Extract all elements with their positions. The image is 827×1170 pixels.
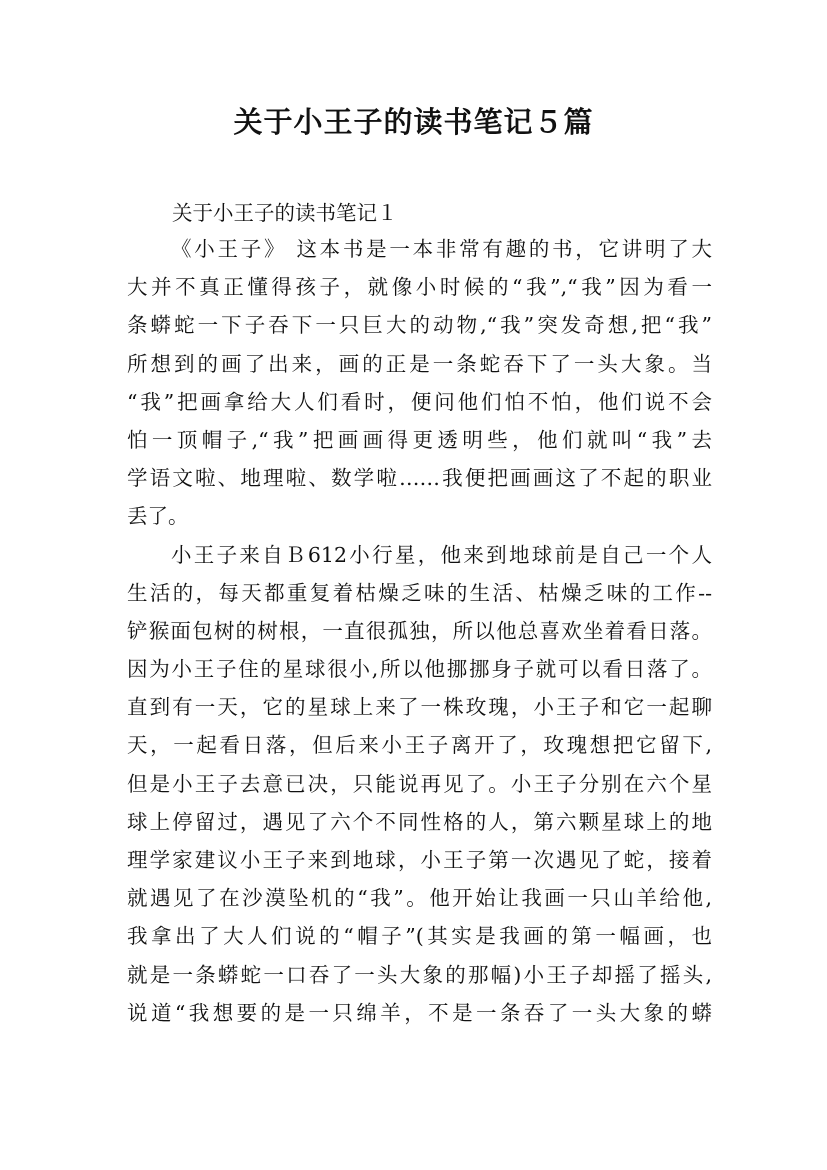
- text-line: “我”把画拿给大人们看时，便问他们怕不怕，他们说不会: [127, 389, 712, 414]
- text-line: 学语文啦、地理啦、数学啦……我便把画画这了不起的职业: [127, 466, 712, 491]
- text-line: 我拿出了大人们说的“帽子”(其实是我画的第一幅画，也: [127, 924, 712, 949]
- text-line: 说道“我想要的是一只绵羊，不是一条吞了一头大象的蟒: [127, 1000, 712, 1025]
- text-line: 条蟒蛇一下子吞下一只巨大的动物,“我”突发奇想,把“我”: [127, 313, 712, 338]
- document-title: 关于小王子的读书笔记５篇: [233, 105, 594, 139]
- text-line: 就是一条蟒蛇一口吞了一头大象的那幅)小王子却摇了摇头,: [127, 962, 712, 987]
- text-line: 怕一顶帽子,“我”把画画得更透明些，他们就叫“我”去: [127, 427, 712, 452]
- text-line: 直到有一天，它的星球上来了一株玫瑰，小王子和它一起聊: [127, 695, 712, 720]
- text-line: 就遇见了在沙漠坠机的“我”。他开始让我画一只山羊给他,: [127, 886, 712, 911]
- text-line: 球上停留过，遇见了六个不同性格的人，第六颗星球上的地: [127, 809, 712, 834]
- text-line: 但是小王子去意已决，只能说再见了。小王子分别在六个星: [127, 771, 712, 796]
- text-line: 《小王子》 这本书是一本非常有趣的书，它讲明了大: [171, 237, 712, 261]
- text-line: 小王子来自Ｂ612小行星，他来到地球前是自己一个人: [171, 542, 712, 567]
- text-line: 因为小王子住的星球很小,所以他挪挪身子就可以看日落了。: [127, 657, 712, 682]
- body-text: [127, 230, 712, 1032]
- text-line: 所想到的画了出来，画的正是一条蛇吞下了一头大象。当: [127, 351, 712, 376]
- text-line: 大并不真正懂得孩子，就像小时候的“我”,“我”因为看一: [127, 275, 712, 300]
- text-line: 生活的，每天都重复着枯燥乏味的生活、枯燥乏味的工作--: [127, 580, 712, 605]
- text-line: 天，一起看日落，但后来小王子离开了，玫瑰想把它留下,: [127, 733, 712, 758]
- text-line: 理学家建议小王子来到地球，小王子第一次遇见了蛇，接着: [127, 848, 712, 872]
- text-line: 铲猴面包树的树根，一直很孤独，所以他总喜欢坐着看日落。: [127, 618, 712, 643]
- section-heading: 关于小王子的读书笔记１: [172, 201, 398, 225]
- text-line: 丢了。: [127, 504, 189, 529]
